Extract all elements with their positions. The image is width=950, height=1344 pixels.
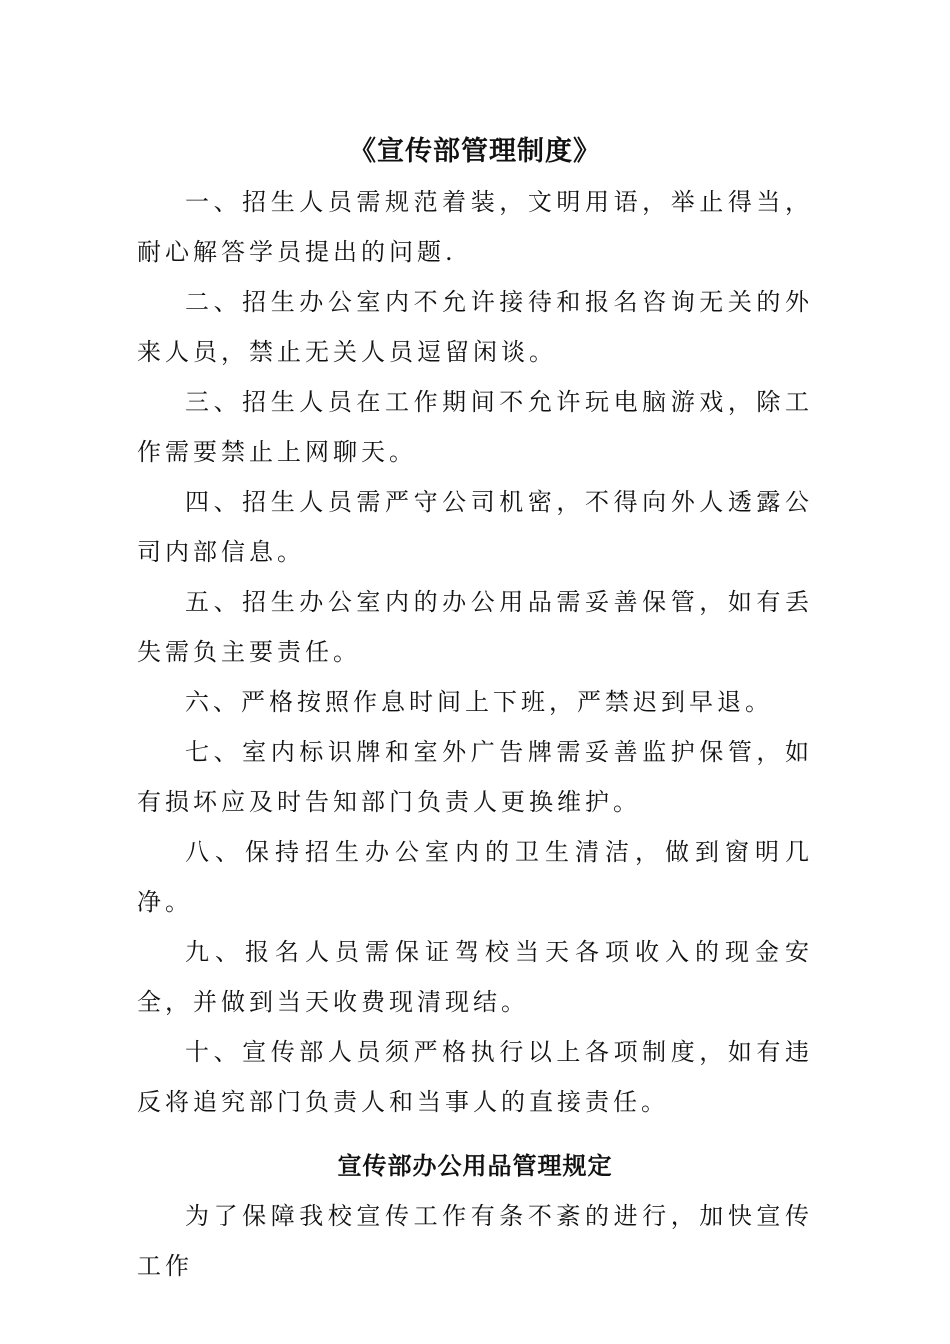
document-title: 《宣传部管理制度》 [349,136,601,167]
intro-paragraph: 为了保障我校宣传工作有条不紊的进行，加快宣传工作 [137,1202,813,1280]
rule-item-9: 九、报名人员需保证驾校当天各项收入的现金安全，并做到当天收费现清现结。 [137,938,813,1016]
section-subtitle: 宣传部办公用品管理规定 [337,1151,613,1180]
rule-item-8: 八、保持招生办公室内的卫生清洁，做到窗明几净。 [137,838,813,916]
document-page [137,127,813,1291]
rule-item-6: 六、严格按照作息时间上下班，严禁迟到早退。 [185,688,773,716]
rule-item-2: 二、招生办公室内不允许接待和报名咨询无关的外来人员，禁止无关人员逗留闲谈。 [137,288,813,366]
rule-item-4: 四、招生人员需严守公司机密，不得向外人透露公司内部信息。 [137,488,813,566]
rule-item-3: 三、招生人员在工作期间不允许玩电脑游戏，除工作需要禁止上网聊天。 [137,388,813,466]
rule-item-10: 十、宣传部人员须严格执行以上各项制度，如有违反将追究部门负责人和当事人的直接责任。 [137,1038,813,1116]
rule-item-7: 七、室内标识牌和室外广告牌需妥善监护保管，如有损坏应及时告知部门负责人更换维护。 [137,738,813,816]
rule-item-5: 五、招生办公室内的办公用品需妥善保管，如有丢失需负主要责任。 [137,588,813,666]
rule-item-1: 一、招生人员需规范着装，文明用语，举止得当，耐心解答学员提出的问题. [137,188,813,266]
